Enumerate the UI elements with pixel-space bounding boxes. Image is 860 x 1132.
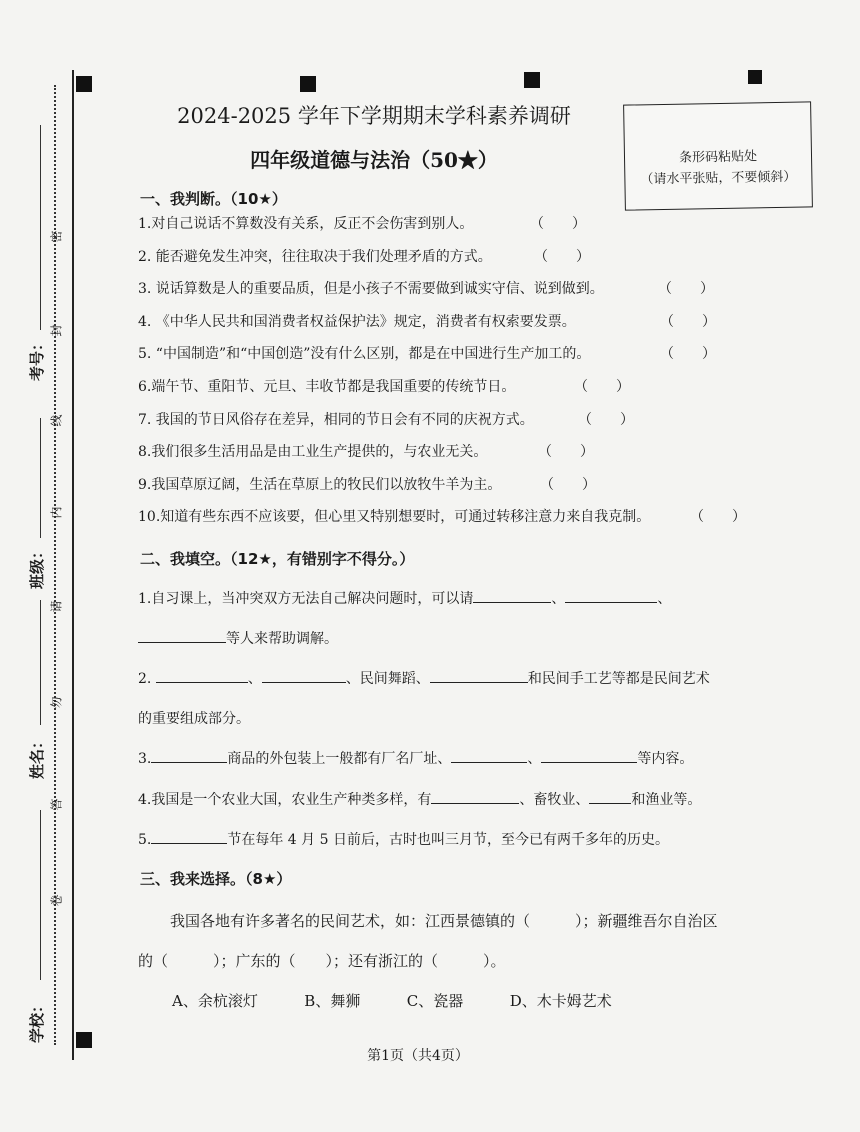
seal-char: 勿 [49, 696, 64, 709]
judgment-text: 9.我国草原辽阔，生活在草原上的牧民们以放牧牛羊为主。 [138, 476, 502, 493]
option-b[interactable]: B、舞狮 [304, 992, 361, 1010]
judgment-item [138, 474, 501, 494]
barcode-instruction: （请水平张贴，不要倾斜） [640, 169, 797, 188]
answer-blank[interactable] [151, 748, 227, 763]
section-3-heading: 三、我来选择。（8★） [140, 870, 292, 888]
judgment-text: 6.端午节、重阳节、元旦、丰收节都是我国重要的传统节日。 [138, 379, 516, 395]
fill-question-1: 1.自习课上，当冲突双方无法自己解决问题时，可以请 、 、 [138, 588, 671, 608]
seal-char: 封 [49, 324, 64, 337]
judgment-item [138, 278, 604, 298]
fill-question-5: 5. 节在每年 4 月 5 日前后，古时也叫三月节，至今已有两千多年的历史。 [138, 829, 669, 849]
seal-char: 卷 [49, 894, 64, 907]
answer-blank[interactable] [589, 789, 631, 804]
judgment-item [138, 409, 534, 429]
answer-blank[interactable] [156, 668, 248, 683]
option-c[interactable]: C、瓷器 [406, 992, 464, 1010]
judgment-item [138, 376, 515, 396]
registration-mark-top-left [76, 76, 92, 92]
section-1-heading: 一、我判断。（10★） [140, 190, 287, 208]
judgment-item [138, 441, 487, 461]
exam-number-label: 考号： [28, 335, 47, 382]
judgment-text: 7. 我国的节日风俗存在差异，相同的节日会有不同的庆祝方式。 [138, 411, 534, 428]
seal-char: 答 [49, 798, 64, 811]
answer-blank[interactable] [138, 628, 226, 643]
seal-char: 请 [49, 600, 64, 613]
judgment-answer-paren[interactable]: （ ） [574, 379, 630, 395]
class-blank[interactable] [40, 418, 41, 538]
page-number: 第1页（共4页） [367, 1048, 469, 1064]
judgment-item [138, 343, 590, 363]
answer-blank[interactable] [431, 789, 519, 804]
answer-blank[interactable] [473, 588, 551, 603]
judgment-answer-paren[interactable]: （ ） [530, 216, 586, 232]
judgment-item [138, 506, 650, 526]
registration-mark-corner [748, 70, 762, 84]
fill-question-2-cont: 的重要组成部分。 [138, 711, 250, 727]
judgment-answer-paren[interactable]: （ ） [658, 281, 714, 298]
school-label: 学校： [28, 997, 47, 1044]
exam-subtitle: 四年级道德与法治（50★） [250, 148, 498, 172]
judgment-text: 4. 《中华人民共和国消费者权益保护法》规定，消费者有权索要发票。 [138, 313, 576, 330]
registration-mark-top-right [524, 72, 540, 88]
fill-question-1-cont: 等人来帮助调解。 [138, 628, 338, 648]
margin-solid-line [72, 70, 74, 1060]
judgment-answer-paren[interactable]: （ ） [660, 313, 716, 330]
answer-blank[interactable] [430, 668, 528, 683]
judgment-answer-paren[interactable]: （ ） [578, 411, 634, 428]
class-label: 班级： [28, 543, 47, 590]
answer-blank[interactable] [541, 748, 637, 763]
seal-char: 线 [49, 414, 64, 427]
judgment-item [138, 246, 492, 266]
choice-question-line-2: 的（ ）；广东的（ ）；还有浙江的（ ）。 [138, 952, 506, 970]
name-label: 姓名： [28, 733, 47, 780]
judgment-answer-paren[interactable]: （ ） [690, 509, 746, 526]
option-d[interactable]: D、木卡姆艺术 [509, 992, 612, 1010]
school-blank[interactable] [40, 810, 41, 980]
answer-blank[interactable] [565, 588, 657, 603]
answer-blank[interactable] [262, 668, 346, 683]
exam-title: 2024-2025 学年下学期期末学科素养调研 [177, 104, 571, 128]
judgment-text: 10.知道有些东西不应该要，但心里又特别想要时，可通过转移注意力来自我克制。 [138, 509, 651, 526]
judgment-text: 5. “中国制造”和“中国创造”没有什么区别，都是在中国进行生产加工的。 [138, 346, 591, 363]
choice-options [172, 990, 654, 1011]
choice-question-line-1: 我国各地有许多著名的民间艺术，如：江西景德镇的（ ）；新疆维吾尔自治区 [170, 912, 718, 930]
registration-mark-top-center [300, 76, 316, 92]
judgment-text: 2. 能否避免发生冲突，往往取决于我们处理矛盾的方式。 [138, 248, 492, 265]
judgment-text: 3. 说话算数是人的重要品质，但是小孩子不需要做到诚实守信、说到做到。 [138, 281, 604, 298]
fill-question-2: 2. 、 、民间舞蹈、 和民间手工艺等都是民间艺术 [138, 668, 710, 688]
fill-question-3: 3. 商品的外包装上一般都有厂名厂址、 、 等内容。 [138, 748, 693, 768]
judgment-item [138, 213, 473, 233]
judgment-answer-paren[interactable]: （ ） [660, 346, 716, 363]
answer-blank[interactable] [151, 829, 227, 844]
judgment-text: 1.对自己说话不算数没有关系，反正不会伤害到别人。 [138, 216, 474, 232]
judgment-item [138, 311, 576, 331]
answer-blank[interactable] [451, 748, 527, 763]
barcode-label: 条形码粘贴处 [678, 149, 758, 166]
option-a[interactable]: A、余杭滚灯 [172, 992, 258, 1010]
fill-question-4: 4.我国是一个农业大国，农业生产种类多样，有 、畜牧业、 和渔业等。 [138, 789, 701, 809]
barcode-area [623, 101, 813, 210]
judgment-answer-paren[interactable]: （ ） [538, 444, 594, 461]
judgment-text: 8.我们很多生活用品是由工业生产提供的，与农业无关。 [138, 444, 488, 461]
name-blank[interactable] [40, 600, 41, 725]
judgment-answer-paren[interactable]: （ ） [534, 248, 590, 265]
judgment-answer-paren[interactable]: （ ） [540, 476, 596, 493]
section-2-heading: 二、我填空。（12★，有错别字不得分。） [140, 550, 415, 568]
seal-char: 内 [49, 506, 64, 519]
seal-char: 密 [49, 230, 64, 243]
